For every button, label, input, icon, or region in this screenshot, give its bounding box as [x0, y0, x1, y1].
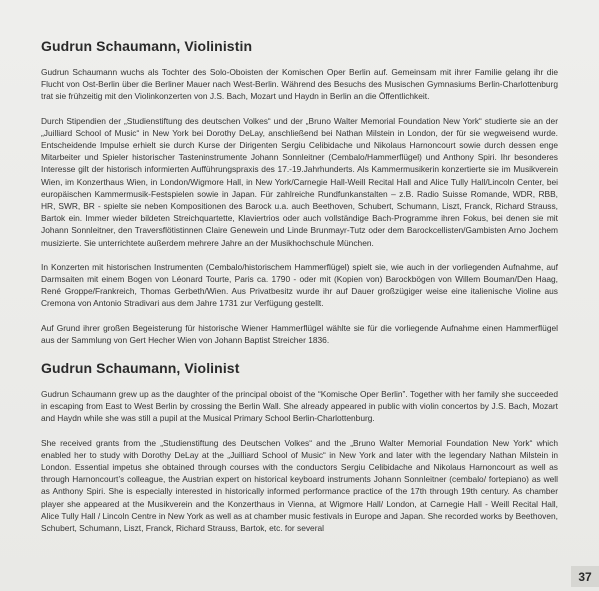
paragraph-german-3: In Konzerten mit historischen Instrumenten (Cembalo/historischem Hammerflügel) spielt sie, wie auch in der vorliegenden Aufnahme, auf Darmsaiten mit einem Bogen von Léonard Tourte, Paris ca. 1790 - oder mit (Kopien von) Barockbögen von Willem Bouman/Den Haag, René Groppe/Frankreich, Thomas Gerbeth/Wien. Aus Privatbesitz wurde ihr auf Dauer großzügiger weise eine italienische Violine aus Cremona von Antonio Stradivari aus dem Jahre 1731 zur Verfügung gestellt. [41, 261, 558, 309]
paragraph-german-1: Gudrun Schaumann wuchs als Tochter des Solo-Oboisten der Komischen Oper Berlin auf. Gemeinsam mit ihrer Familie gelang ihr die Flucht von Ost-Berlin über die Berliner Mauer nach West-Berlin. Während des Besuchs des Musischen Gymnasiums Berlin-Charlottenburg trat sie frühzeitig mit den Violinkonzerten von J.S. Bach, Mozart und Haydn in Berlin an die Öffentlichkeit. [41, 67, 558, 102]
paragraph-german-4: Auf Grund ihrer großen Begeisterung für historische Wiener Hammerflügel wählte sie für die vorliegende Aufnahme einen Hammerflügel aus der Sammlung von Gert Hecher Wien von Johann Baptist Streicher 1836. [41, 322, 558, 345]
section-heading-english: Gudrun Schaumann, Violinist [41, 360, 240, 377]
section-heading-german: Gudrun Schaumann, Violinistin [41, 38, 253, 54]
page-content [41, 38, 558, 534]
paragraph-english-2: She received grants from the „Studienstiftung des Deutschen Volkes“ and the „Bruno Walter Memorial Foundation New York“ which enabled her to study with Dorothy DeLay at the „Juilliard School of Music“ in New York and later with the legendary Nathan Milstein in London. Essential impetus she obtained through courses with the conductors Sergiu Celibidache and Nikolaus Harnoncourt as well as through Harnoncourt’s colleague, the Austrian expert on historical keyboard instruments Johann Sonnleitner (cembalo/ fortepiano) as well as Anthony Spiri. She is especially interested in historically informed performance practice of the 17th through 19th century. As chamber player she appeared at the Musikverein and the Konzerthaus in Vienna, at Wigmore Hall/ London, at Carnegie Hall - Weill Recital Hall, Alice Tully Hall / Lincoln Centre in New York as well as at chamber music festivals in Europe and Japan. She recorded works by Beethoven, Schubert, Schumann, Liszt, Franck, Richard Strauss, Bartok, etc. for several [41, 437, 558, 534]
paragraph-english-1: Gudrun Schaumann grew up as the daughter of the principal oboist of the “Komische Oper Berlin”. Together with her family she succeeded in escaping from East to West Berlin by crossing the Berlin Wall. She already appeared in public with violin concertos by J.S. Bach, Mozart and Haydn while she was still a pupil at the Musical Primary School Berlin-Charlottenburg. [41, 389, 558, 424]
paragraph-german-2: Durch Stipendien der „Studienstiftung des deutschen Volkes“ und der „Bruno Walter Memorial Foundation New York“ studierte sie an der „Juilliard School of Music“ in New York bei Dorothy DeLay, anschließend bei Nathan Milstein in London, der für sie wegweisend wurde. Entscheidende Impulse erhielt sie durch Kurse der Dirigenten Sergiu Celibidache und Nikolaus Harnoncourt sowie durch dessen enge Mitarbeiter und Spieler historischer Tasteninstrumente Johann Sonnleitner (Cembalo/Hammerflügel) und Anthony Spiri. Ihr besonderes Interesse gilt der historisch informierten Aufführungspraxis des 17.-19.Jahrhunderts. Als Kammermusikerin konzertierte sie im Musikverein Wien, im Konzerthaus Wien, in London/Wigmore Hall, in New York/Carnegie Hall-Weill Recital Hall and Alice Tully Hall/Lincoln Center, bei europäischen Kammermusik-Festspielen sowie in Japan. Für zahlreiche Rundfunkanstalten – z.B. Radio Suisse Romande, WDR, RBB, HR, SWR, BR - spielte sie neben Kompositionen des Barock u.a. auch Beethoven, Schubert, Schumann, Liszt, Franck, Richard Strauss, Bartok ein. Immer wieder bildeten Streichquartette, Klaviertrios oder auch vollständige Bach-Programme ihren Fokus, bei denen sie mit Johann Sonnleitner, den Traversflötistinnen Claire Genewein und Linde Brunmayr-Tutz oder dem Barockcellisten/Gambisten Arno Jochem musizierte. Sie unterrichtete außerdem mehrere Jahre an der Musikhochschule München. [41, 115, 558, 248]
page-number: 37 [571, 566, 599, 587]
